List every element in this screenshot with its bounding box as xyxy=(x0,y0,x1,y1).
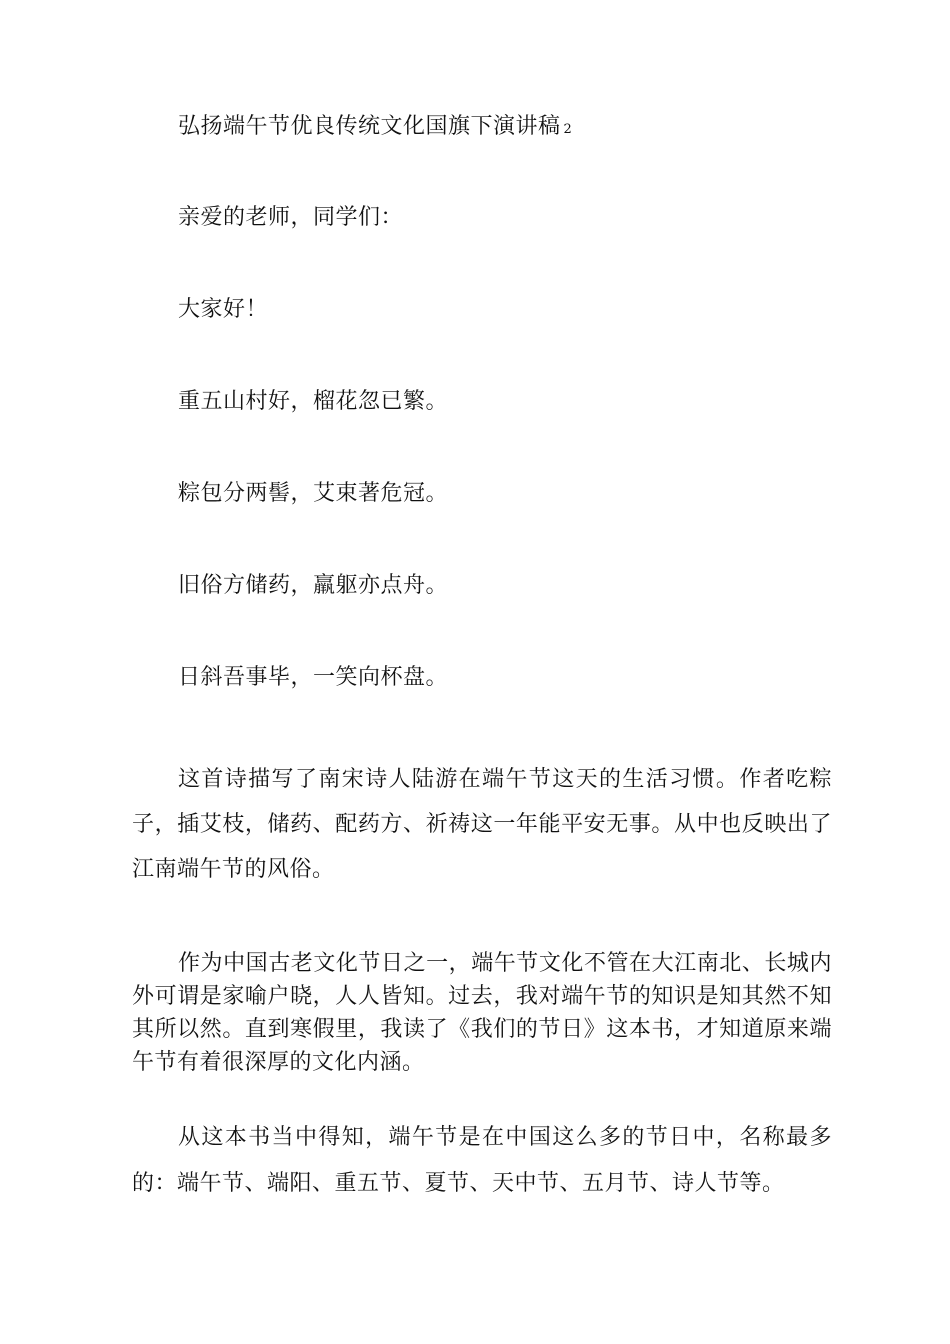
document-title xyxy=(178,112,572,145)
title-text: 弘扬端午节优良传统文化国旗下演讲稿 xyxy=(178,114,561,139)
poem-line: 日斜吾事毕，一笑向杯盘。 xyxy=(178,665,449,690)
salutation: 亲爱的老师，同学们： xyxy=(178,205,404,230)
poem-line: 粽包分两髻，艾束著危冠。 xyxy=(178,481,449,506)
poem-line: 重五山村好，榴花忽已繁。 xyxy=(178,389,449,414)
paragraph: 作为中国古老文化节日之一，端午节文化不管在大江南北、长城内外可谓是家喻户晓，人人皆知。过去，我对端午节的知识是知其然不知其所以然。直到寒假里，我读了《我们的节日》这本书，才知道原来端午节有着很深厚的文化内涵。 xyxy=(132,951,832,1075)
poem-line: 旧俗方储药，羸躯亦点舟。 xyxy=(178,573,449,598)
paragraph: 从这本书当中得知，端午节是在中国这么多的节日中，名称最多的：端午节、端阳、重五节、夏节、天中节、五月节、诗人节等。 xyxy=(132,1125,832,1196)
title-number: 2 xyxy=(563,122,573,137)
greeting: 大家好！ xyxy=(178,297,269,322)
paragraph: 这首诗描写了南宋诗人陆游在端午节这天的生活习惯。作者吃粽子，插艾枝，储药、配药方、祈祷这一年能平安无事。从中也反映出了江南端午节的风俗。 xyxy=(132,767,832,882)
